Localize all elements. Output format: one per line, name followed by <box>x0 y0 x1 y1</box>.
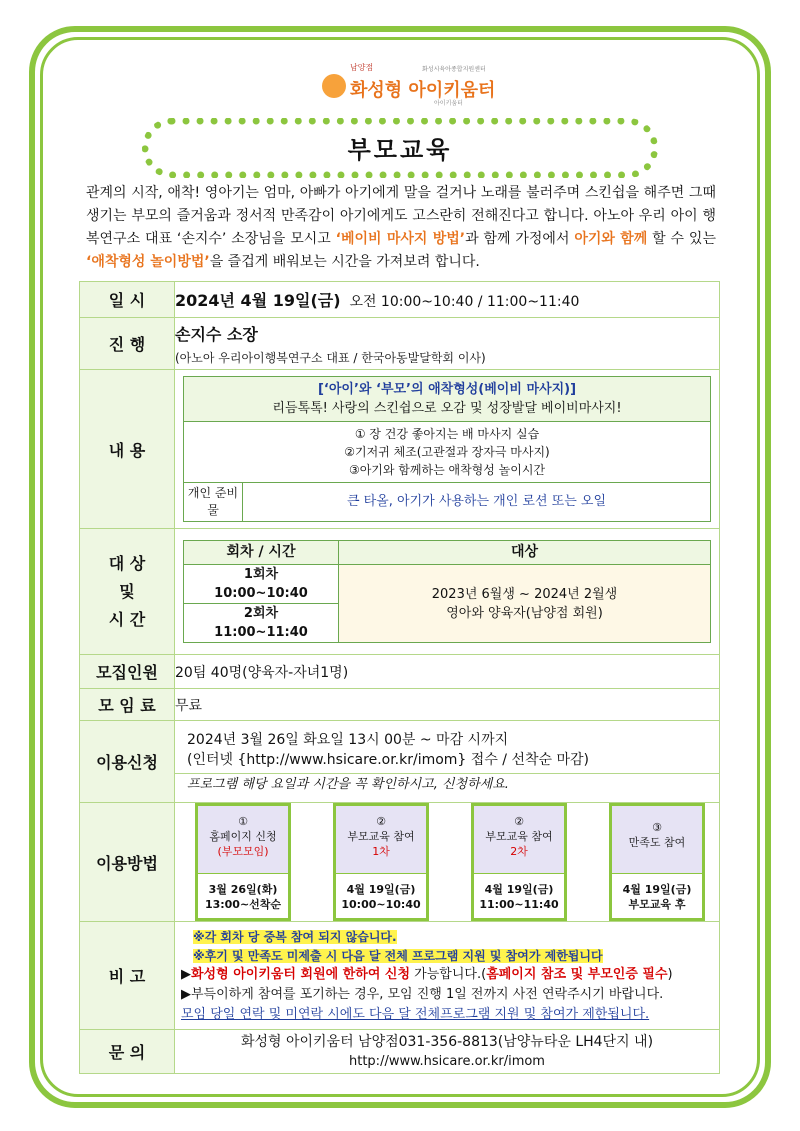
content-subtitle: 리듬톡톡! 사랑의 스킨쉽으로 오감 및 성장발달 베이비마사지! <box>272 401 622 416</box>
step-title: 부모교육 참여 <box>347 830 415 843</box>
date-time: 오전 10:00~10:40 / 11:00~11:40 <box>349 294 580 310</box>
apply-line-2: (인터넷 {http://www.hsicare.or.kr/imom} 접수 / 선착순 마감) <box>187 751 589 768</box>
label-date: 일 시 <box>80 282 175 318</box>
step-card <box>609 803 705 921</box>
step-time: 부모교육 후 <box>628 898 686 911</box>
logo <box>322 60 496 107</box>
schedule-header-session: 회차 / 시간 <box>184 541 339 565</box>
apply-line-1: 2024년 3월 26일 화요일 13시 00분 ~ 마감 시까지 <box>187 731 509 748</box>
label-fee: 모 임 료 <box>80 689 175 721</box>
remark-text: 가능합니다.( <box>410 966 487 982</box>
content-items <box>184 422 710 483</box>
step-card <box>333 803 429 921</box>
label-target <box>80 529 175 655</box>
page-title: 부모교육 <box>347 136 453 164</box>
step-time: 11:00~11:40 <box>479 898 559 911</box>
intro-text: 할 수 있는 <box>647 231 716 247</box>
step-number: ① <box>238 815 248 828</box>
logo-org: 화성시육아종합지원센터 <box>422 66 486 73</box>
label-capacity: 모집인원 <box>80 655 175 689</box>
session-1 <box>184 565 339 604</box>
content-box <box>183 376 711 522</box>
step-time: 10:00~10:40 <box>341 898 421 911</box>
remark-highlight-1: ※각 회차 당 중복 참여 되지 않습니다. <box>193 929 397 944</box>
label-apply: 이용신청 <box>80 721 175 803</box>
content-item: ① 장 건강 좋아지는 배 마사지 실습 <box>354 427 540 441</box>
target-line-2: 영아와 양육자(남양점 회원) <box>446 605 603 621</box>
label-target-2: 및 <box>119 581 135 601</box>
step-number: ② <box>514 815 524 828</box>
intro-highlight: 아기와 함께 <box>574 231 648 247</box>
intro-text: 관계의 시작, 애착! 영아기는 엄마, 아빠가 아기에게 말을 걸거나 노래를 불러주며 스킨쉽을 해주면 그때 생기는 부모의 즐거움과 정서적 만족감이 아기에게도 고스란히 전해진다고 합니다. 아노아 우리 아이 행복연구소 대표 ‘손지수’ 소장님을 모시고 <box>86 185 716 247</box>
intro-paragraph <box>86 182 716 274</box>
step-date: 4월 19일(금) <box>484 883 554 896</box>
remark-cancel-notice: ▶부득이하게 참여를 포기하는 경우, 모임 진행 1일 전까지 사전 연락주시기 바랍니다. <box>181 986 664 1002</box>
value-date <box>175 282 720 318</box>
row-date <box>80 282 720 318</box>
label-target-3: 시 간 <box>108 609 146 629</box>
intro-text: 을 즐겁게 배워보는 시간을 가져보려 합니다. <box>209 254 480 270</box>
schedule-table <box>183 540 711 643</box>
date-main: 2024년 4월 19일(금) <box>175 291 341 310</box>
remark-bullet: ▶ <box>181 966 191 982</box>
row-leader <box>80 318 720 370</box>
step-title: 부모교육 참여 <box>485 830 553 843</box>
remark-penalty: 모임 당일 연락 및 미연락 시에도 다음 달 전체프로그램 지원 및 참여가 제한됩니다. <box>181 1006 650 1022</box>
step-date: 4월 19일(금) <box>346 883 416 896</box>
row-contact <box>80 1030 720 1074</box>
step-number: ② <box>376 815 386 828</box>
logo-branch: 남양점 <box>350 63 374 72</box>
label-leader: 진 행 <box>80 318 175 370</box>
session-2 <box>184 604 339 643</box>
intro-highlight: ‘베이비 마사지 방법’ <box>335 231 466 247</box>
step-time: 13:00~선착순 <box>204 898 282 911</box>
sun-icon <box>322 74 346 98</box>
content-item: ②기저귀 체조(고관절과 장자극 마사지) <box>344 445 550 459</box>
row-method <box>80 803 720 922</box>
value-leader <box>175 318 720 370</box>
row-target <box>80 529 720 655</box>
content-header <box>184 377 710 422</box>
step-title: 만족도 참여 <box>628 836 686 849</box>
intro-text: 과 함께 가정에서 <box>465 231 575 247</box>
value-fee: 무료 <box>175 689 720 721</box>
label-method: 이용방법 <box>80 803 175 922</box>
step-title: 홈페이지 신청 <box>209 830 277 843</box>
row-capacity <box>80 655 720 689</box>
session-2-time: 11:00~11:40 <box>214 625 308 640</box>
value-contact <box>175 1030 720 1074</box>
row-fee <box>80 689 720 721</box>
remark-auth-required: 홈페이지 참조 및 부모인증 필수 <box>486 966 668 982</box>
step-tag: 2차 <box>510 845 528 858</box>
logo-sub: 아이키움터 <box>434 100 463 107</box>
prep-row <box>184 483 710 521</box>
contact-phone: 화성형 아이키움터 남양점031-356-8813(남양뉴타운 LH4단지 내) <box>240 1033 654 1050</box>
leader-affiliation: (아노아 우리아이행복연구소 대표 / 한국아동발달학회 이사) <box>175 350 486 365</box>
content-item: ③아기와 함께하는 애착형성 놀이시간 <box>348 463 546 477</box>
value-method <box>175 803 720 922</box>
session-2-name: 2회차 <box>243 606 279 621</box>
row-apply <box>80 721 720 803</box>
session-1-name: 1회차 <box>243 567 279 582</box>
apply-note: 프로그램 해당 요일과 시간을 꼭 확인하시고, 신청하세요. <box>175 773 719 796</box>
label-content: 내 용 <box>80 370 175 529</box>
session-1-time: 10:00~10:40 <box>214 586 308 601</box>
remark-text: ) <box>667 966 673 982</box>
schedule-header-target: 대상 <box>339 541 711 565</box>
remark-highlight-2: ※후기 및 만족도 미제출 시 다음 달 전체 프로그램 지원 및 참여가 제한됩니다 <box>193 948 603 963</box>
step-card <box>471 803 567 921</box>
remark-member-only: 화성형 아이키움터 회원에 한하여 신청 <box>191 966 411 982</box>
target-line-1: 2023년 6월생 ~ 2024년 2월생 <box>431 586 618 602</box>
step-cards <box>175 803 719 921</box>
step-date: 4월 19일(금) <box>622 883 692 896</box>
step-tag: 1차 <box>372 845 390 858</box>
leader-name: 손지수 소장 <box>175 324 258 344</box>
value-capacity: 20팀 40명(양육자-자녀1명) <box>175 655 720 689</box>
label-target-1: 대 상 <box>108 553 146 573</box>
label-remarks: 비 고 <box>80 922 175 1030</box>
value-target <box>175 529 720 655</box>
target-description <box>339 565 711 643</box>
info-table <box>79 281 720 1074</box>
intro-highlight: ‘애착형성 놀이방법’ <box>86 254 210 270</box>
step-number: ③ <box>652 821 662 834</box>
value-remarks <box>175 922 720 1030</box>
step-date: 3월 26일(화) <box>208 883 278 896</box>
prep-label: 개인 준비물 <box>184 483 243 521</box>
step-tag: (부모모임) <box>217 845 269 858</box>
logo-text: 화성형 아이키움터 <box>350 80 496 101</box>
label-contact: 문 의 <box>80 1030 175 1074</box>
value-content <box>175 370 720 529</box>
row-content <box>80 370 720 529</box>
prep-value: 큰 타올, 아기가 사용하는 개인 로션 또는 오일 <box>346 494 607 509</box>
content-title: [‘아이’와 ‘부모’의 애착형성(베이비 마사지)] <box>317 382 577 397</box>
value-apply <box>175 721 720 803</box>
step-card <box>195 803 291 921</box>
contact-url[interactable]: http://www.hsicare.or.kr/imom <box>349 1053 545 1069</box>
row-remarks <box>80 922 720 1030</box>
